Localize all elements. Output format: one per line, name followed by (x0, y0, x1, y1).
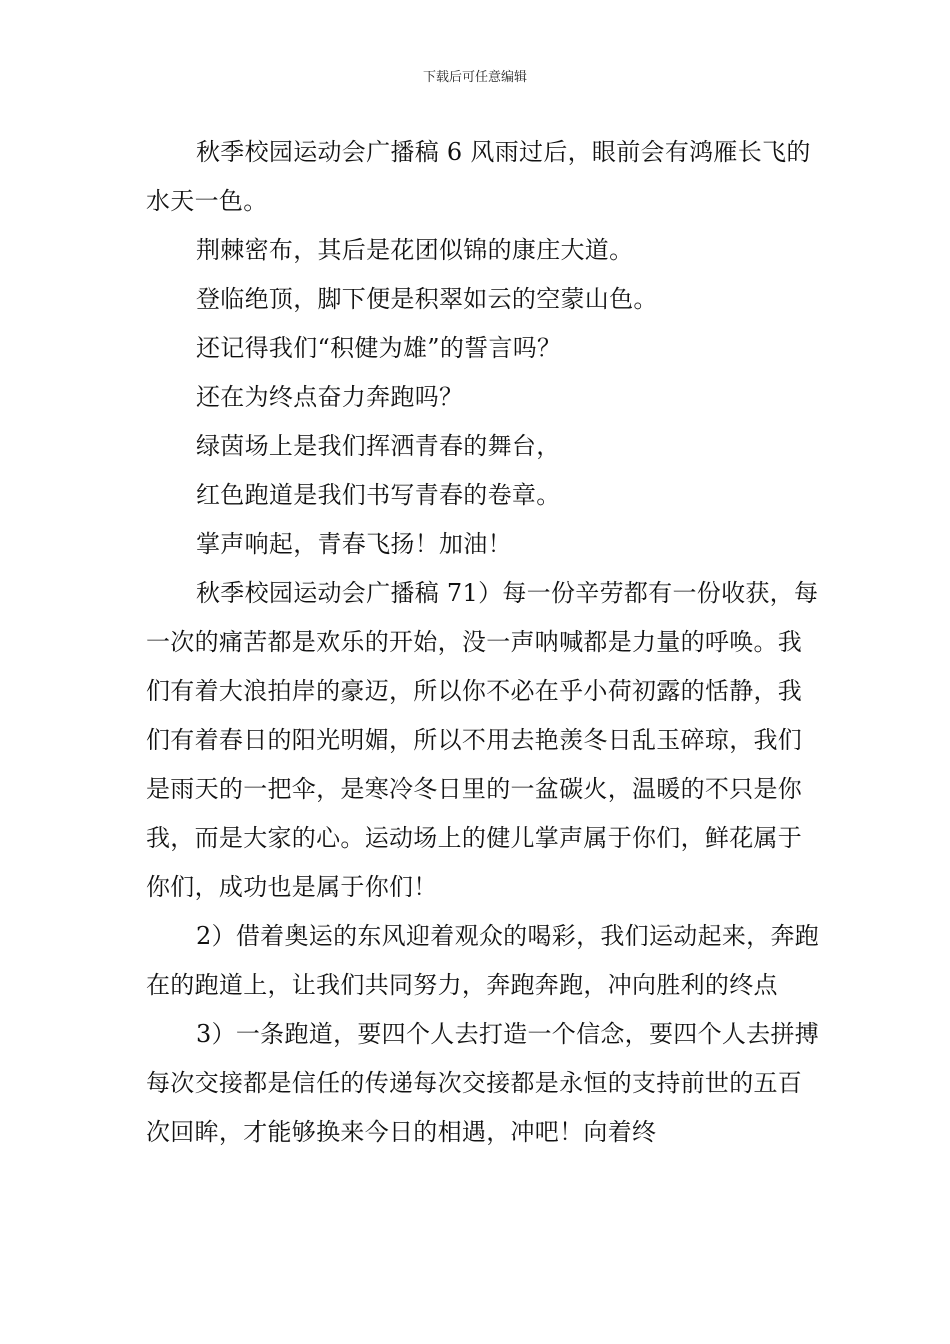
paragraph: 秋季校园运动会广播稿 6 风雨过后，眼前会有鸿雁长飞的水天一色。 (146, 138, 811, 215)
paragraph: 荆棘密布，其后是花团似锦的康庄大道。 (196, 236, 634, 264)
document-body (146, 128, 826, 1157)
paragraph: 还记得我们“积健为雄”的誓言吗？ (196, 334, 562, 362)
paragraph: 还在为终点奋力奔跑吗？ (196, 383, 464, 411)
paragraph: 红色跑道是我们书写青春的卷章。 (196, 481, 561, 509)
paragraph: 秋季校园运动会广播稿 71）每一份辛劳都有一份收获，每一次的痛苦都是欢乐的开始，没一声呐喊都是力量的呼唤。我们有着大浪拍岸的豪迈，所以你不必在乎小荷初露的恬静，我们有着春日的阳光明媚，所以不用去艳羡冬日乱玉碎琼，我们是雨天的一把伞，是寒冷冬日里的一盆碳火，温暖的不只是你我，而是大家的心。运动场上的健儿掌声属于你们，鲜花属于你们，成功也是属于你们！ (146, 579, 819, 901)
paragraph: 登临绝顶，脚下便是积翠如云的空蒙山色。 (196, 285, 658, 313)
page-header: 下载后可任意编辑 (422, 70, 527, 85)
paragraph: 2）借着奥运的东风迎着观众的喝彩，我们运动起来，奔跑在的跑道上，让我们共同努力，奔跑奔跑，冲向胜利的终点 (146, 922, 820, 999)
paragraph: 绿茵场上是我们挥洒青春的舞台， (196, 432, 561, 460)
paragraph: 掌声响起，青春飞扬！加油！ (196, 530, 512, 558)
paragraph: 3）一条跑道，要四个人去打造一个信念，要四个人去拼搏每次交接都是信任的传递每次交接都是永恒的支持前世的五百次回眸，才能够换来今日的相遇，冲吧！向着终 (146, 1020, 820, 1146)
